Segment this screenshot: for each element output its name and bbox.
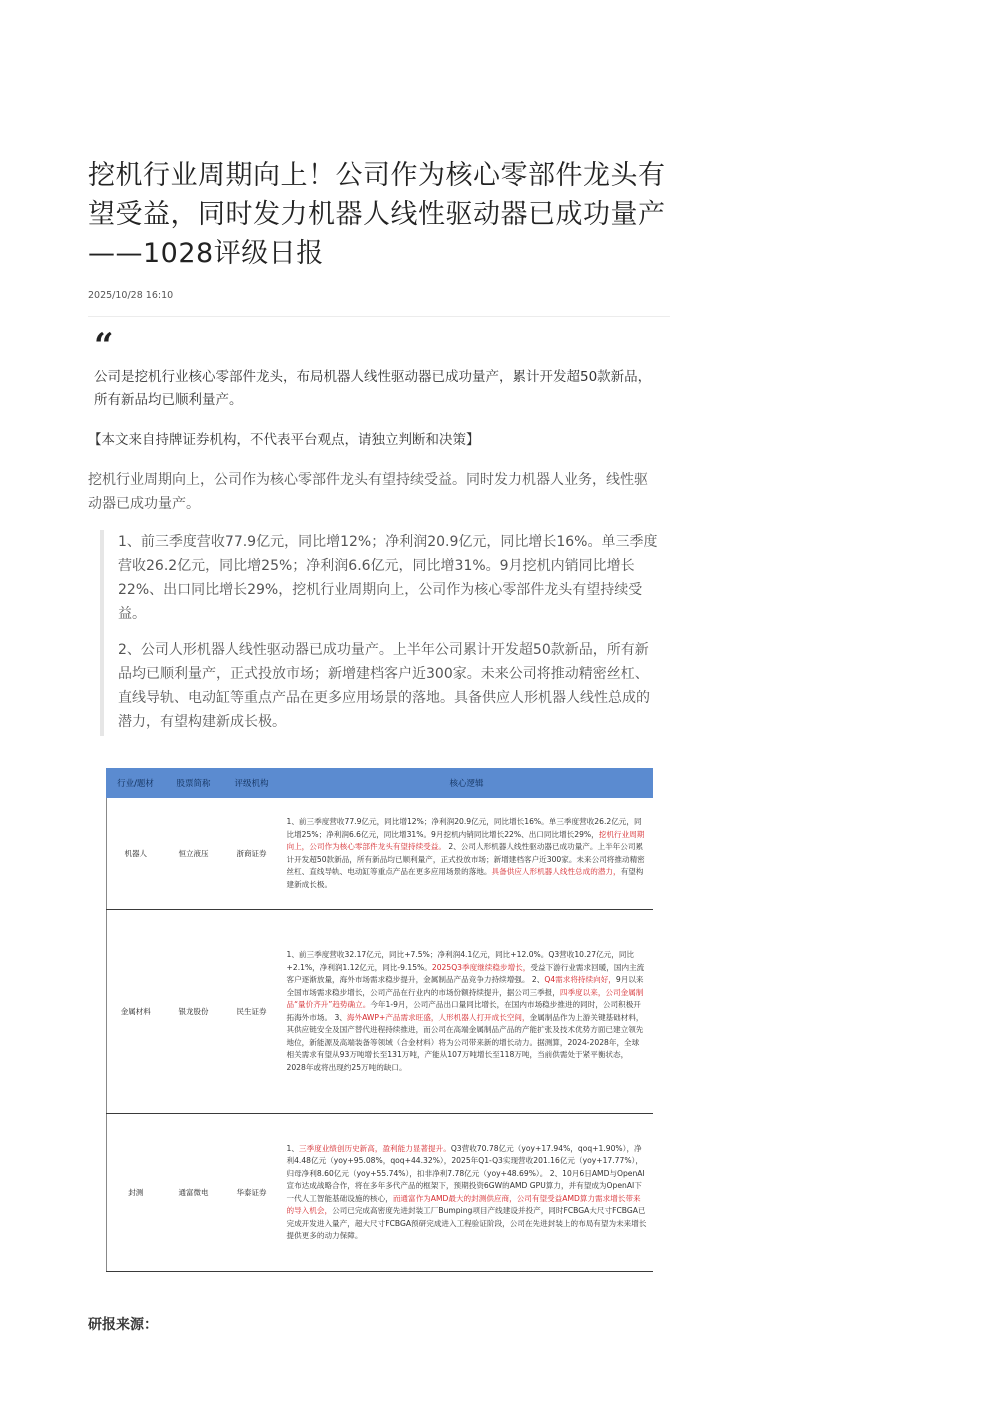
logic-text: 受益下游行业需求回暖，国内主流客户逐渐放量，海外市场需求稳步提升，金属制品产品竞争力持续增强。 — [286, 962, 645, 984]
cell-agency: 华泰证券 — [223, 1114, 281, 1272]
logic-text: 公司已完成高密度先进封装工厂Bumping项目产线建设并投产，同时FCBGA大尺寸FCBGA已完成开发进入量产，超大尺寸FCBGA预研完成进入工程验证阶段，公司在先进封装上的布局有望为未来增长提供更多的动力保障。 — [286, 1206, 647, 1240]
title-divider — [88, 316, 670, 317]
logic-highlight: 而通富作为AMD最大的封测供应商，公司有望受益AMD算力需求增长带来的导入机会， — [286, 1193, 641, 1215]
quote-icon: “ — [94, 326, 114, 366]
logic-text: 2、 — [529, 975, 545, 984]
logic-text: 2、公司人形机器人线性驱动器已成功量产。上半年公司累计开发超50款新品，所有新品均已顺利量产，正式投放市场；新增建档客户近300家。未来公司将推动精密丝杠、直线导轨、电动缸等重点产品在更多应用场景的落地。 — [286, 842, 645, 876]
disclaimer-text: 【本文来自持牌证券机构，不代表平台观点，请独立判断和决策】 — [88, 432, 480, 448]
logic-text: 1、前三季度营收32.17亿元，同比+7.5%；净利润4.1亿元，同比+12.0%。Q3营收10.27亿元，同比+2.1%，净利润1.12亿元，同比-9.15%。 — [286, 950, 635, 972]
logic-text: 有望构建新成长极。 — [286, 867, 644, 889]
key-point: 2、公司人形机器人线性驱动器已成功量产。上半年公司累计开发超50款新品，所有新品均已顺利量产，正式投放市场；新增建档客户近300家。未来公司将推动精密丝杠、直线导轨、电动缸等重点产品在更多应用场景的落地。具备供应人形机器人线性总成的潜力，有望构建新成长极。 — [118, 642, 650, 730]
cell-industry: 机器人 — [107, 798, 165, 910]
key-point: 1、前三季度营收77.9亿元，同比增12%；净利润20.9亿元，同比增长16%。单三季度营收26.2亿元，同比增25%；净利润6.6亿元，同比增31%。9月挖机内销同比增长22%、出口同比增长29%，挖机行业周期向上，公司作为核心零部件龙头有望持续受益。 — [118, 534, 658, 622]
logic-text: 1、前三季度营收77.9亿元，同比增12%；净利润20.9亿元，同比增长16%。单三季度营收26.2亿元，同比增25%；净利润6.6亿元，同比增31%。9月挖机内销同比增长22%、出口同比增长29%， — [286, 817, 642, 839]
key-points-blockquote — [100, 530, 658, 736]
intro-paragraph: 挖机行业周期向上，公司作为核心零部件龙头有望持续受益。同时发力机器人业务，线性驱动器已成功量产。 — [88, 472, 648, 512]
logic-highlight: 四季度以来，公司金属制品“量价齐升”趋势确立。 — [286, 987, 644, 1009]
logic-highlight: Q4需求将持续向好， — [544, 975, 616, 984]
table-header-row — [107, 769, 653, 798]
logic-text: 今年1-9月，公司产品出口量同比增长，在国内市场稳步推进的同时，公司积极开拓海外市场。 3、 — [286, 1000, 641, 1022]
cell-agency: 浙商证券 — [223, 798, 281, 910]
logic-highlight: 具备供应人形机器人线性总成的潜力， — [491, 867, 621, 876]
logic-highlight: 2025Q3季度继续稳步增长， — [431, 962, 531, 972]
rating-table-image — [106, 768, 652, 1270]
header-stock: 股票简称 — [165, 769, 223, 798]
header-logic: 核心逻辑 — [281, 769, 653, 798]
header-industry: 行业/题材 — [107, 769, 165, 798]
cell-industry: 封测 — [107, 1114, 165, 1272]
logic-text: 金属制品作为上游关键基础材料，其供应链安全及国产替代进程持续推进，而公司在高端金属制品产品的产能扩张及技术优势方面已建立领先地位，新能源及高端装备等领域（合金材料）将为公司带来新的增长动力。据测算，2024-2028年，全球相关需求有望从93万吨增长至131万吨，产能从107万吨增长至118万吨，当前供需处于紧平衡状态，2028年或将出现约25万吨的缺口。 — [286, 1012, 644, 1072]
header-agency: 评级机构 — [223, 769, 281, 798]
research-source-label: 研报来源： — [88, 1317, 158, 1333]
table-row — [107, 910, 653, 1114]
cell-agency: 民生证券 — [223, 910, 281, 1114]
table-row — [107, 1114, 653, 1272]
logic-highlight: 挖机行业周期向上，公司作为核心零部件龙头有望持续受益。 — [286, 829, 645, 851]
cell-stock: 恒立液压 — [165, 798, 223, 910]
logic-text: 9月以来全国市场需求稳步增长，公司产品在行业内的市场份额持续提升，据公司三季报， — [286, 975, 644, 997]
cell-stock: 银龙股份 — [165, 910, 223, 1114]
logic-text: Q3营收70.78亿元（yoy+17.94%，qoq+1.90%），净利4.48亿元（yoy+95.08%，qoq+44.32%），2025年Q1-Q3实现营收201.16亿元（yoy+17.77%），归母净利8.60亿元（yoy+55.74%），扣非净利7.78亿元（yoy+48.69%）。 2、10月6日AMD与OpenAI宣布达成战略合作，将在多年多代产品的框架下，预期投资6GW的AMD GPU算力，并有望成为OpenAI下一代人工智能基础设施的核心， — [286, 1143, 645, 1203]
cell-industry: 金属材料 — [107, 910, 165, 1114]
cell-stock: 通富微电 — [165, 1114, 223, 1272]
publish-date: 2025/10/28 16:10 — [88, 290, 174, 301]
cell-logic — [281, 910, 653, 1114]
article-summary: 公司是挖机行业核心零部件龙头，布局机器人线性驱动器已成功量产，累计开发超50款新品，所有新品均已顺利量产。 — [94, 369, 652, 408]
rating-table — [106, 768, 653, 1272]
logic-highlight: 三季度业绩创历史新高，盈利能力显著提升。 — [298, 1143, 451, 1153]
table-row — [107, 798, 653, 910]
cell-logic — [281, 1114, 653, 1272]
cell-logic — [281, 798, 653, 910]
article-title: 挖机行业周期向上！公司作为核心零部件龙头有望受益，同时发力机器人线性驱动器已成功量产——1028评级日报 — [88, 160, 666, 269]
logic-text: 1、 — [286, 1143, 299, 1153]
logic-highlight: 海外AWP+产品需求旺盛，人形机器人打开成长空间， — [346, 1012, 530, 1022]
